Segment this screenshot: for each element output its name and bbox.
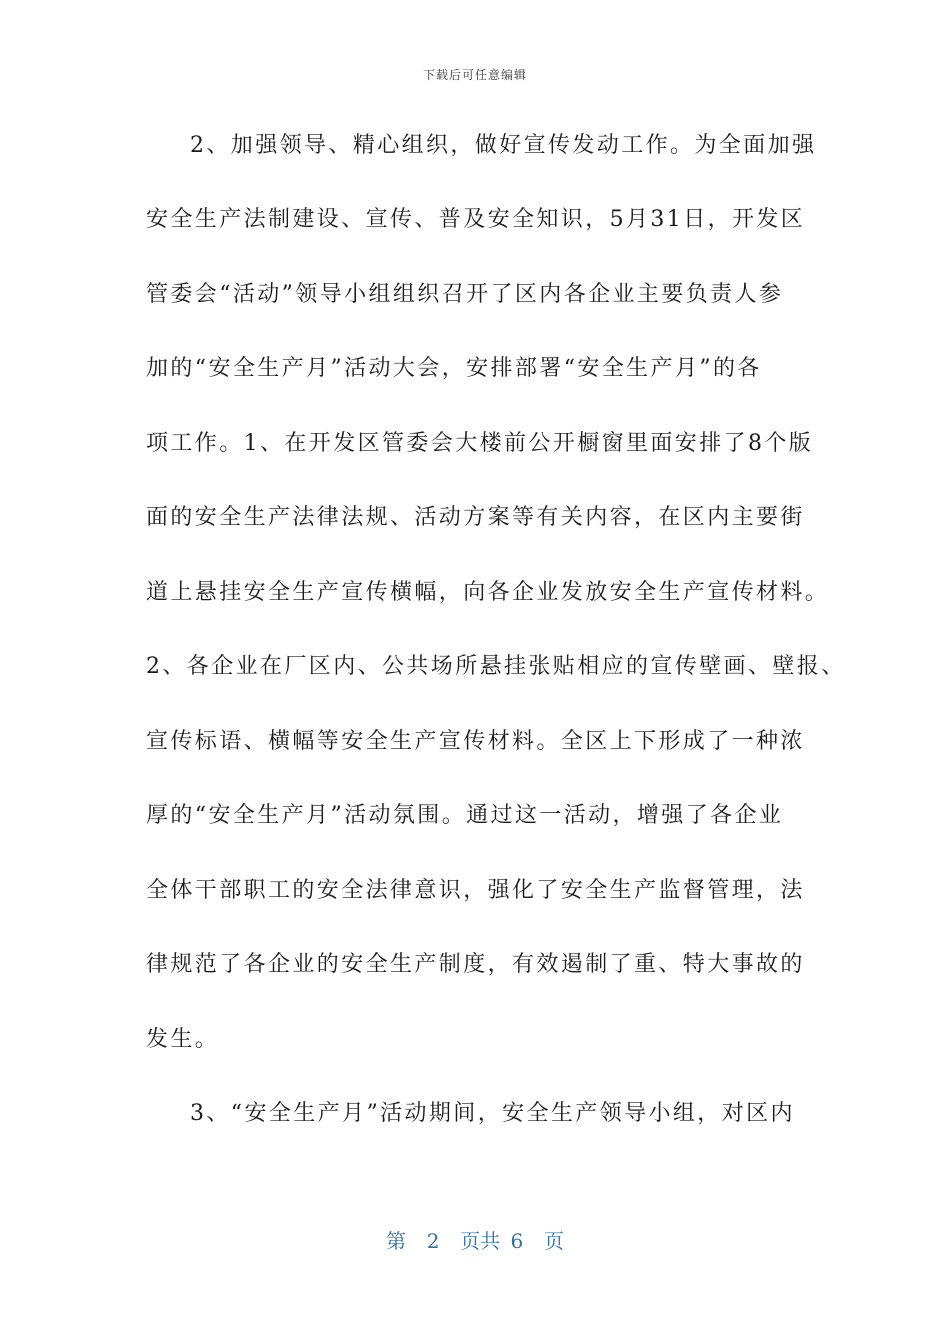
page-number-footer: 第 2 页共 6 页 — [386, 1229, 564, 1253]
paragraph-line: 加的“安全生产月”活动大会，安排部署“安全生产月”的各 — [146, 356, 762, 381]
paragraph-line: 3、“安全生产月”活动期间，安全生产领导小组，对区内 — [190, 1101, 795, 1126]
paragraph-line: 安全生产法制建设、宣传、普及安全知识，5月31日，开发区 — [146, 207, 806, 232]
paragraph-line: 厚的“安全生产月”活动氛围。通过这一活动，增强了各企业 — [146, 803, 784, 828]
paragraph-line: 2、加强领导、精心组织，做好宣传发动工作。为全面加强 — [190, 133, 817, 158]
paragraph-line: 项工作。1、在开发区管委会大楼前公开橱窗里面安排了8个版 — [146, 431, 814, 456]
paragraph-line: 2、各企业在厂区内、公共场所悬挂张贴相应的宣传壁画、壁报、 — [146, 654, 846, 679]
paragraph-line: 全体干部职工的安全法律意识，强化了安全生产监督管理，法 — [146, 878, 805, 903]
paragraph-line: 宣传标语、横幅等安全生产宣传材料。全区上下形成了一种浓 — [146, 729, 805, 754]
paragraph-line: 面的安全生产法律法规、活动方案等有关内容，在区内主要街 — [146, 505, 805, 530]
paragraph-line: 道上悬挂安全生产宣传横幅，向各企业发放安全生产宣传材料。 — [146, 580, 830, 605]
page-header-note: 下载后可任意编辑 — [422, 68, 527, 82]
paragraph-line: 管委会“活动”领导小组组织召开了区内各企业主要负责人参 — [146, 282, 784, 307]
paragraph-line: 发生。 — [146, 1027, 220, 1052]
paragraph-line: 律规范了各企业的安全生产制度，有效遏制了重、特大事故的 — [146, 952, 805, 977]
